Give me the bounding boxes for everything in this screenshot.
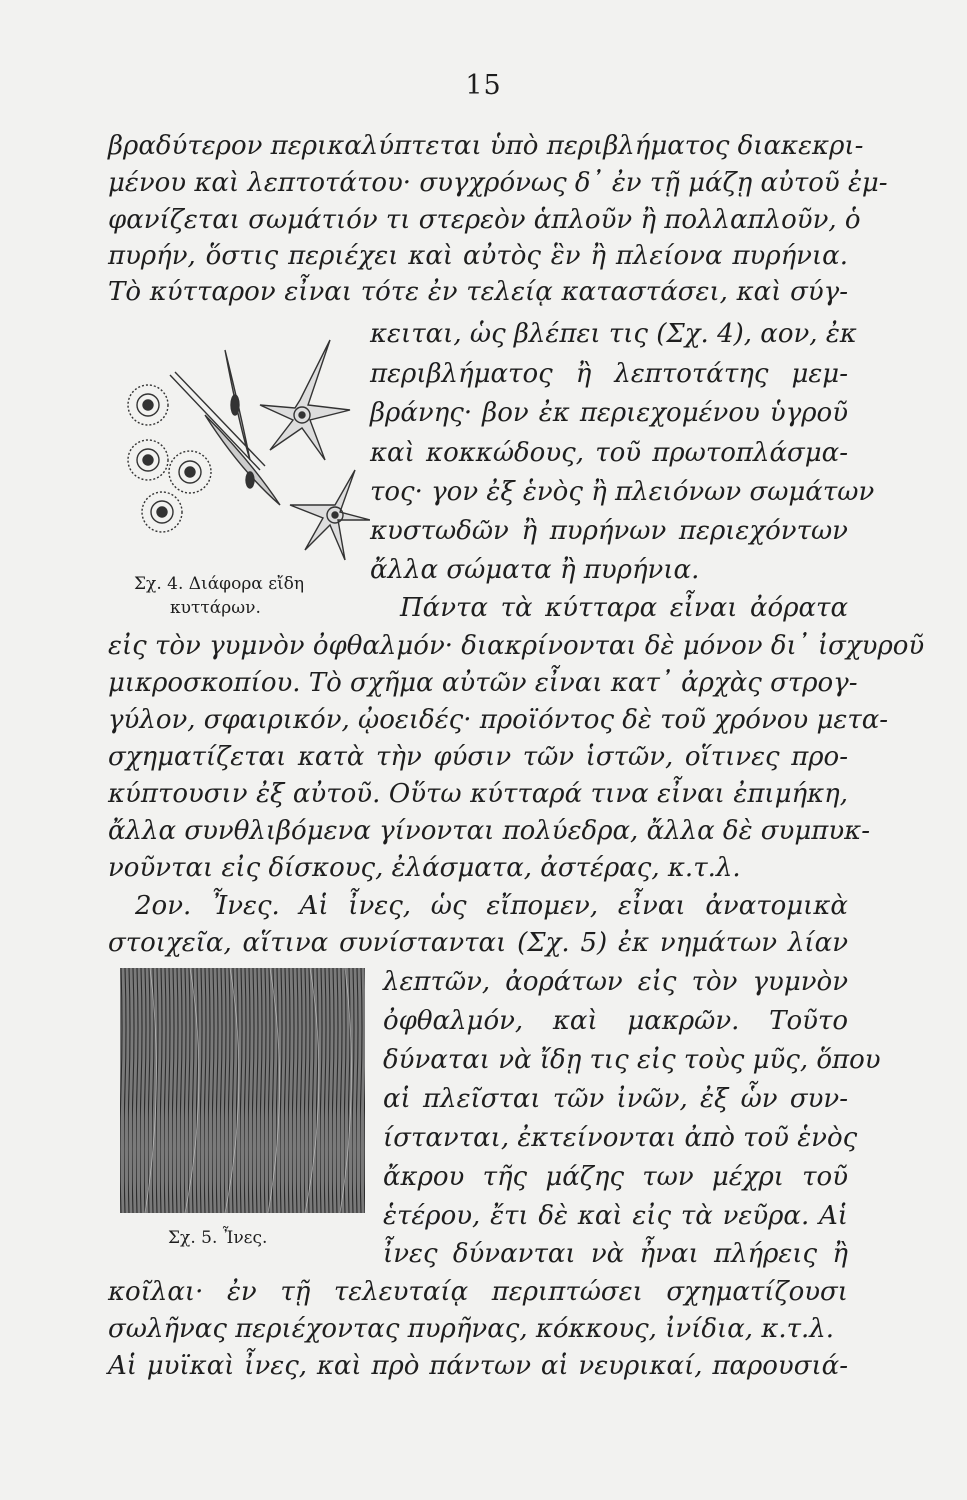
text-line: εἰς τὸν γυμνὸν ὀφθαλμόν· διακρίνονται δὲ μόνον δι᾽ ἰσχυροῦ — [108, 631, 925, 661]
text-line: κοῖλαι· ἐν τῇ τελευταίᾳ περιπτώσει σχηματίζουσι — [108, 1277, 848, 1307]
text-line: στοιχεῖα, αἵτινα συνίστανται (Σχ. 5) ἐκ νημάτων λίαν — [108, 928, 848, 958]
text-line: κύπτουσιν ἐξ αὐτοῦ. Οὕτω κύτταρά τινα εἶναι ἐπιμήκη, — [108, 779, 848, 809]
text-line: Πάντα τὰ κύτταρα εἶναι ἀόρατα — [400, 593, 848, 623]
text-line: ίστανται, ἐκτείνονται ἀπὸ τοῦ ἑνὸς — [383, 1123, 858, 1153]
text-line: φανίζεται σωμάτιόν τι στερεὸν ἁπλοῦν ἢ πολλαπλοῦν, ὁ — [108, 205, 861, 235]
text-line: σχηματίζεται κατὰ τὴν φύσιν τῶν ἱστῶν, οἵτινες προ- — [108, 742, 848, 772]
figure-4-caption-line1: Σχ. 4. Διάφορα εἴδη — [134, 574, 305, 594]
text-line: ἶνες δύνανται νὰ ἦναι πλήρεις ἢ — [383, 1239, 848, 1269]
text-line: ἄκρου τῆς μάζης των μέχρι τοῦ — [383, 1162, 848, 1192]
text-line: γύλον, σφαιρικόν, ᾠοειδές· προϊόντος δὲ τοῦ χρόνου μετα- — [108, 705, 889, 735]
section-heading-line: 2ον. Ἶνες. Αἱ ἶνες, ὡς εἴπομεν, εἶναι ἀνατομικὰ — [135, 891, 848, 921]
text-line: λεπτῶν, ἀοράτων εἰς τὸν γυμνὸν — [383, 967, 848, 997]
text-line: ἄλλα σώματα ἢ πυρήνια. — [370, 555, 700, 585]
text-line: καὶ κοκκώδους, τοῦ πρωτοπλάσμα- — [370, 438, 848, 468]
text-line: αἱ πλεῖσται τῶν ἰνῶν, ἐξ ὧν συν- — [383, 1084, 848, 1114]
text-line: Τὸ κύτταρον εἶναι τότε ἐν τελείᾳ καταστάσει, καὶ σύγ- — [108, 277, 848, 307]
round-cell — [128, 385, 168, 425]
figure-5-fibers-illustration — [120, 968, 365, 1213]
text-line: βράνης· βον ἐκ περιεχομένου ὑγροῦ — [370, 398, 848, 428]
text-line: βραδύτερον περικαλύπτεται ὑπὸ περιβλήματος διακεκρι- — [108, 131, 864, 161]
figure-4-caption-line2: κυττάρων. — [170, 598, 261, 618]
text-line: κειται, ὡς βλέπει τις (Σχ. 4), αον, ἐκ — [370, 319, 857, 349]
figure-4-cells-illustration — [110, 320, 370, 570]
page-number: 15 — [465, 70, 502, 101]
text-line: σωλῆνας περιέχοντας πυρῆνας, κόκκους, ἰνίδια, κ.τ.λ. — [108, 1314, 835, 1344]
text-line: τος· γον ἐξ ἑνὸς ἢ πλειόνων σωμάτων — [370, 477, 875, 507]
text-line: ἑτέρου, ἔτι δὲ καὶ εἰς τὰ νεῦρα. Αἱ — [383, 1201, 848, 1231]
text-line: περιβλήματος ἢ λεπτοτάτης μεμ- — [370, 359, 848, 389]
text-line: μικροσκοπίου. Τὸ σχῆμα αὐτῶν εἶναι κατ᾽ ἀρχὰς στρογ- — [108, 668, 858, 698]
text-line: νοῦνται εἰς δίσκους, ἐλάσματα, ἀστέρας, κ.τ.λ. — [108, 853, 741, 883]
text-line: ἄλλα συνθλιβόμενα γίνονται πολύεδρα, ἄλλα δὲ συμπυκ- — [108, 816, 870, 846]
text-line: μένου καὶ λεπτοτάτου· συγχρόνως δ᾽ ἐν τῇ μάζῃ αὐτοῦ ἐμ- — [108, 168, 888, 198]
text-line: Αἱ μυϊκαὶ ἶνες, καὶ πρὸ πάντων αἱ νευρικαί, παρουσιά- — [108, 1351, 848, 1381]
figure-5-caption: Σχ. 5. Ἶνες. — [168, 1228, 268, 1248]
text-line: πυρήν, ὅστις περιέχει καὶ αὐτὸς ἓν ἢ πλείονα πυρήνια. — [108, 241, 848, 271]
text-line: ὀφθαλμόν, καὶ μακρῶν. Τοῦτο — [383, 1006, 848, 1036]
text-line: δύναται νὰ ἴδῃ τις εἰς τοὺς μῦς, ὅπου — [383, 1045, 881, 1075]
text-line: κυστωδῶν ἢ πυρήνων περιεχόντων — [370, 516, 848, 546]
